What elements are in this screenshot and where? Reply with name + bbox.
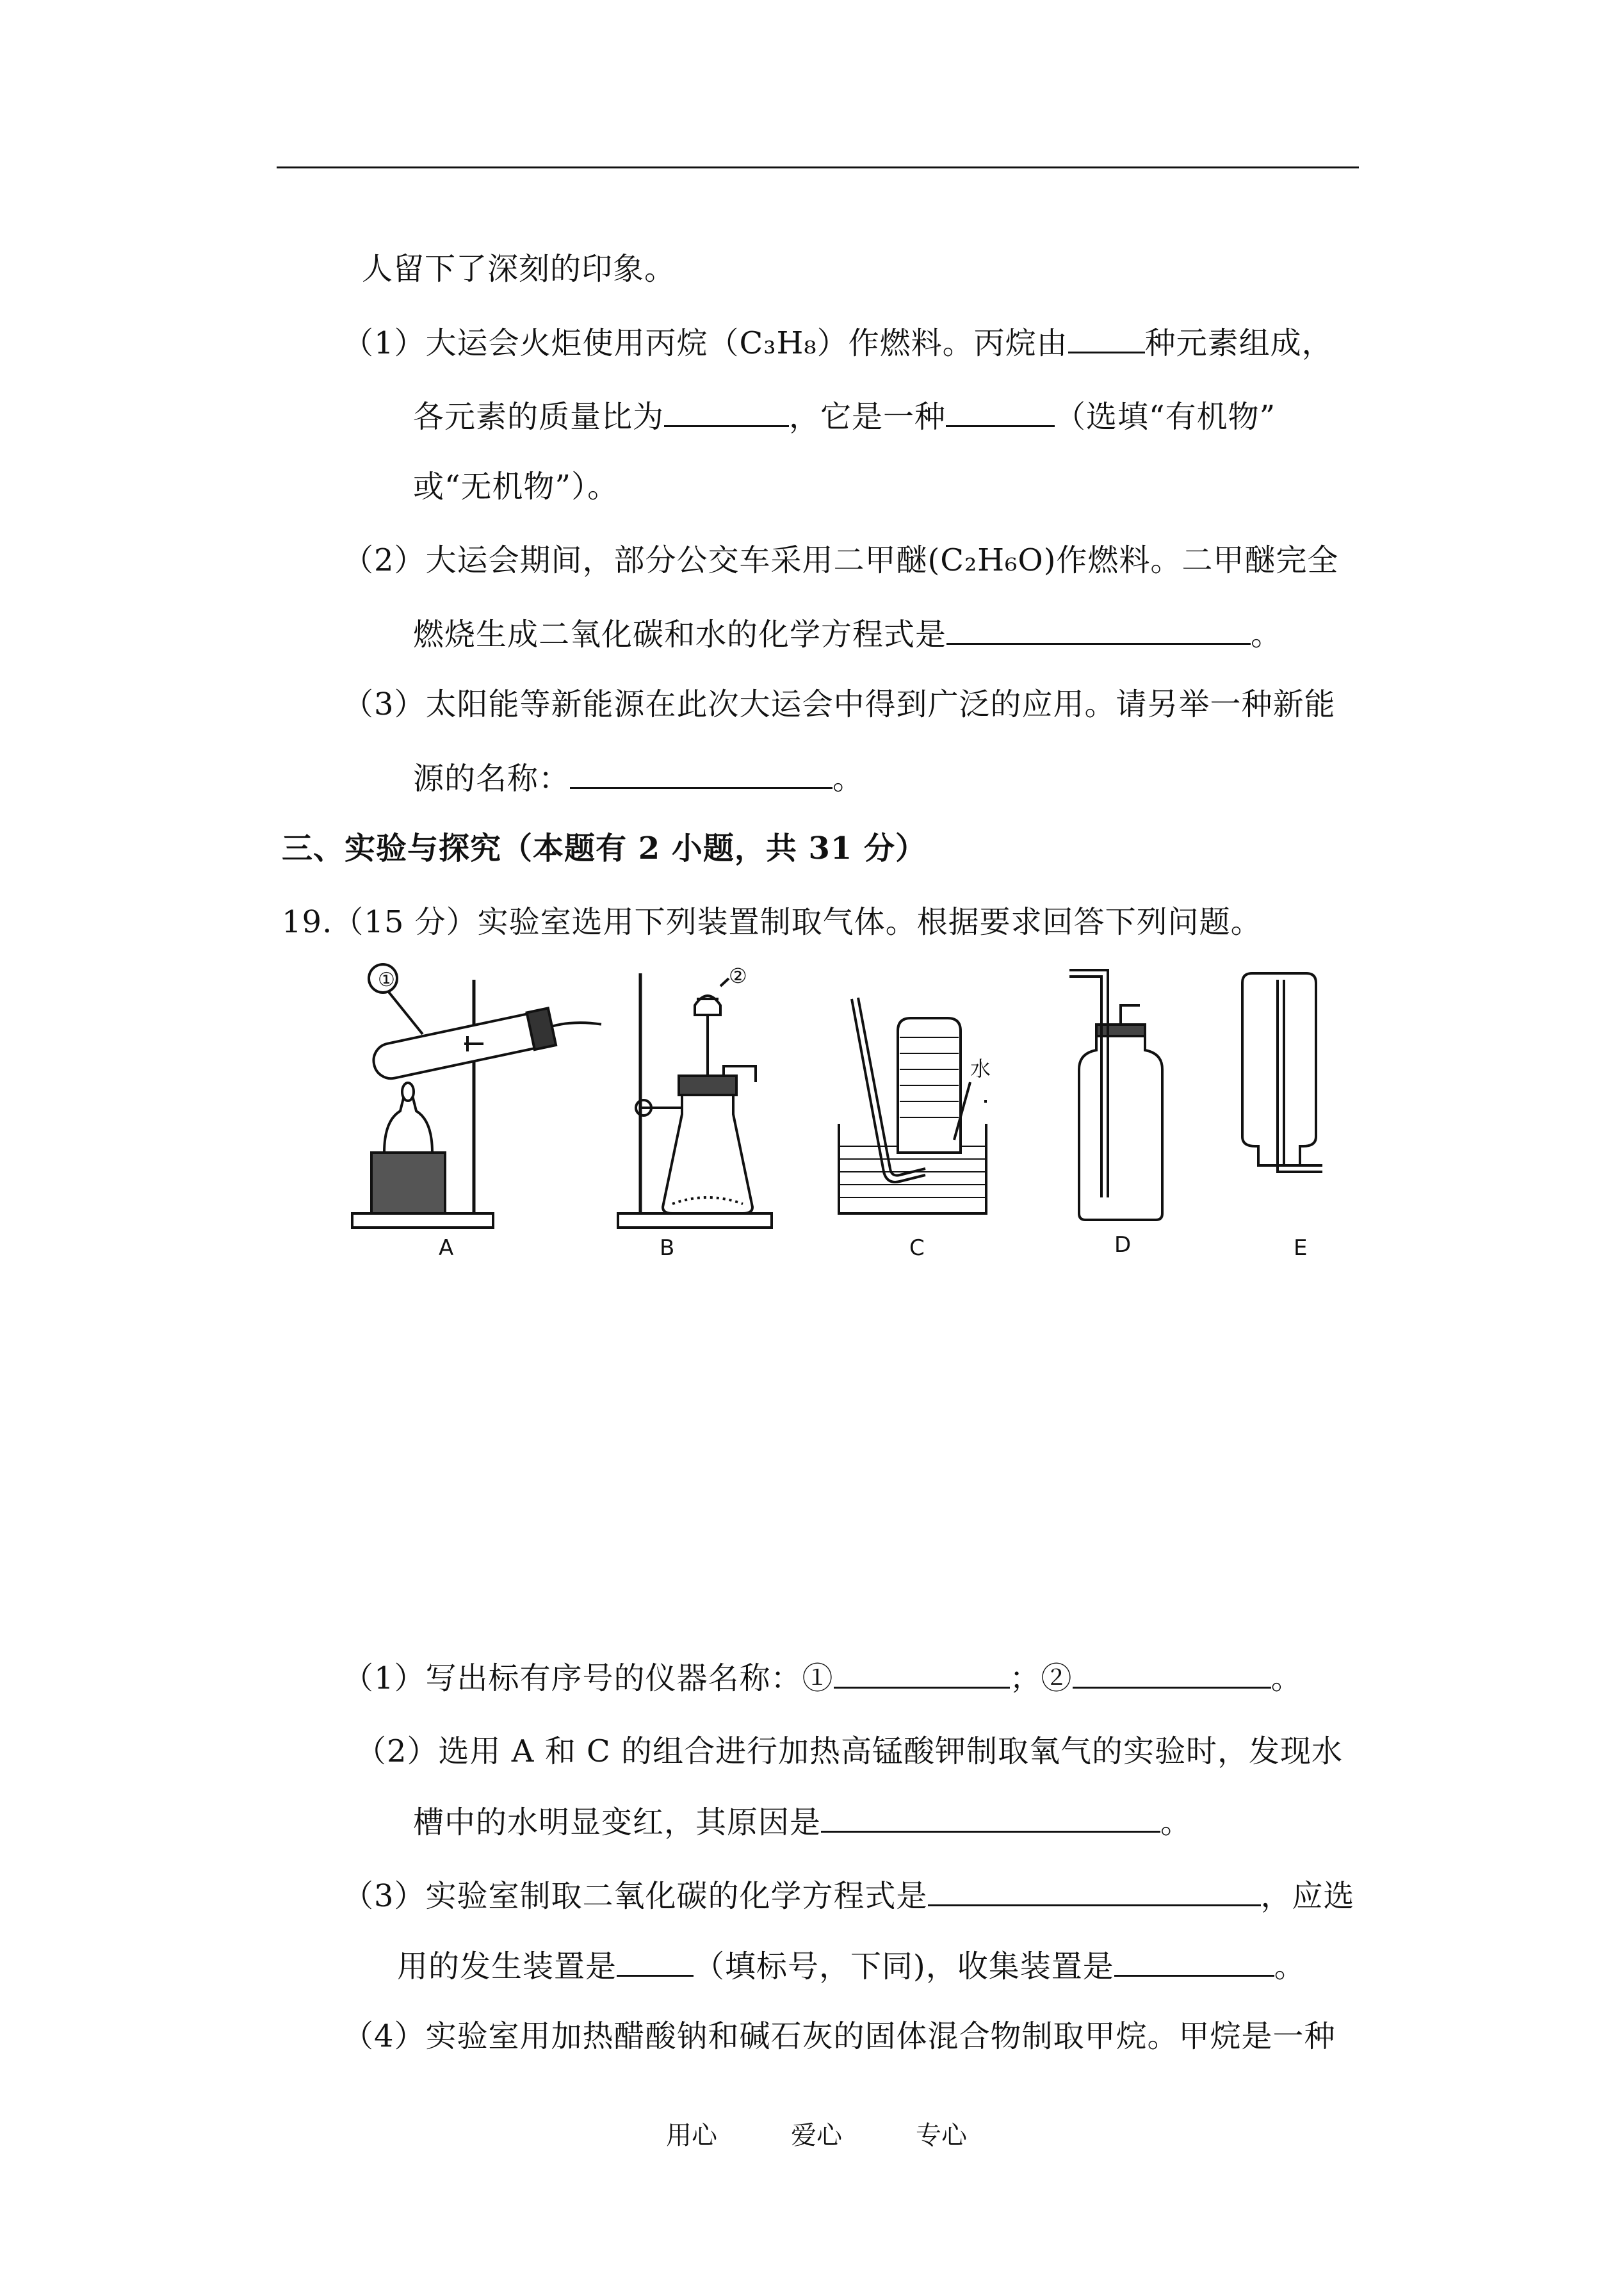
answer-blank[interactable] <box>821 1803 1160 1833</box>
apparatus-e <box>1242 973 1322 1172</box>
figure-label-b: B <box>660 1235 675 1261</box>
answer-blank[interactable] <box>617 1947 694 1977</box>
apparatus-b <box>618 964 772 1228</box>
figure-label-c: C <box>909 1235 925 1261</box>
question-19: 19.（15 分）实验室选用下列装置制取气体。根据要求回答下列问题。 <box>282 904 1262 940</box>
footer-item: 用心 <box>666 2121 717 2150</box>
question-1: （1）大运会火炬使用丙烷（C₃H₈）作燃料。丙烷由 种元素组成， <box>343 323 1333 362</box>
figure-label-e: E <box>1294 1235 1308 1261</box>
part-2-cont: 槽中的水明显变红，其原因是 。 <box>413 1803 1192 1842</box>
answer-blank[interactable] <box>1068 323 1145 353</box>
lab-apparatus-figure <box>346 961 1345 1268</box>
answer-blank[interactable] <box>570 759 832 789</box>
answer-blank[interactable] <box>834 1658 1010 1689</box>
marker-2: ② <box>729 964 747 988</box>
part-4: （4）实验室用加热醋酸钠和碱石灰的固体混合物制取甲烷。甲烷是一种 <box>343 2018 1336 2054</box>
part-3-cont: 用的发生装置是 （填标号，下同)，收集装置是 。 <box>397 1947 1306 1986</box>
text-line: 人留下了深刻的印象。 <box>362 251 676 287</box>
answer-blank[interactable] <box>928 1876 1261 1906</box>
figure-label-a: A <box>439 1235 454 1261</box>
part-2: （2）选用 A 和 C 的组合进行加热高锰酸钾制取氧气的实验时，发现水 <box>355 1733 1343 1769</box>
apparatus-a <box>352 964 603 1228</box>
figure-label-d: D <box>1114 1232 1132 1258</box>
question-2-cont: 燃烧生成二氧化碳和水的化学方程式是 。 <box>413 615 1282 654</box>
answer-blank[interactable] <box>946 615 1251 645</box>
apparatus-d <box>984 970 1162 1220</box>
answer-blank[interactable] <box>946 397 1055 427</box>
header-rule <box>277 166 1359 168</box>
marker-1: ① <box>378 969 395 991</box>
part-1: （1）写出标有序号的仪器名称：① ；② 。 <box>343 1658 1303 1698</box>
section-heading: 三、实验与探究（本题有 2 小题，共 31 分） <box>282 831 927 866</box>
question-3-cont: 源的名称： 。 <box>413 759 864 798</box>
apparatus-c <box>839 998 991 1213</box>
footer-item: 专心 <box>916 2121 967 2150</box>
part-3: （3）实验室制取二氧化碳的化学方程式是 ，应选 <box>343 1876 1355 1915</box>
question-1-cont: 各元素的质量比为 ，它是一种 （选填“有机物” <box>413 397 1276 436</box>
answer-blank[interactable] <box>1114 1947 1274 1977</box>
question-2: （2）大运会期间，部分公交车采用二甲醚(C₂H₆O)作燃料。二甲醚完全 <box>343 542 1339 578</box>
answer-blank[interactable] <box>664 397 789 427</box>
answer-blank[interactable] <box>1073 1658 1271 1689</box>
water-label: 水 <box>970 1057 991 1081</box>
question-3: （3）太阳能等新能源在此次大运会中得到广泛的应用。请另举一种新能 <box>343 686 1336 722</box>
question-1-cont2: 或“无机物”）。 <box>413 469 619 505</box>
footer-item: 爱心 <box>791 2121 842 2150</box>
